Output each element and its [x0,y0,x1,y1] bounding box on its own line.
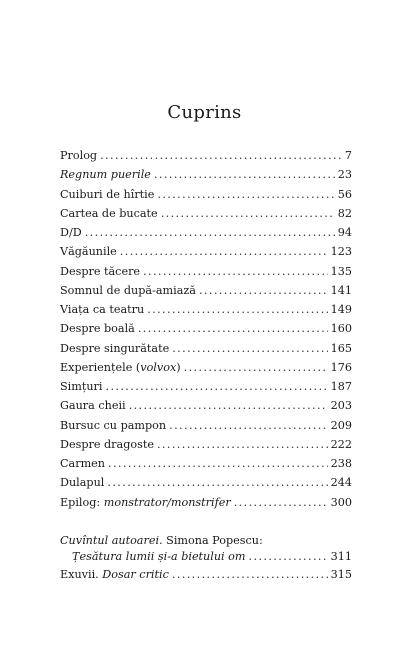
dot-leader [172,339,327,358]
toc-page-number: 56 [337,187,352,201]
toc-entry-title: Despre boală [60,322,135,336]
toc-entry-title-part: Simona Popescu: [162,533,263,547]
toc-page-number: 123 [330,245,352,259]
toc-entry-title-part: Experiențele ( [60,360,141,374]
toc-page-number: 238 [330,457,352,470]
toc-entry-somnul [60,281,352,300]
toc-page-number: 187 [330,380,352,393]
toc-entry-title-italic: Dosar critic [102,567,169,581]
table-of-contents [60,146,352,584]
dot-leader [234,493,328,512]
toc-entry-despre-boala [60,319,352,338]
toc-page-number: 209 [330,418,352,432]
dot-leader [120,242,328,261]
toc-entry-title: Dulapul [60,476,105,490]
toc-entry-epilog [60,493,352,512]
dot-leader [85,223,335,242]
section-gap [60,512,352,533]
toc-entry-title: D/D [60,226,82,239]
toc-entry-exuvii [60,565,352,584]
toc-entry-dd [60,223,352,242]
toc-entry-title-part: Epilog: [60,495,104,509]
dot-leader [157,435,328,454]
dot-leader [100,146,342,165]
dot-leader [154,165,335,184]
toc-page-number: 82 [337,206,352,220]
toc-entry-title-part: ) [176,360,181,374]
dot-leader [138,319,328,338]
toc-entry-title-line1 [60,533,352,548]
toc-entry-prolog [60,146,352,165]
dot-leader [107,473,327,492]
toc-page-number: 315 [330,567,352,581]
toc-entry-carmen [60,454,352,473]
dot-leader [172,565,328,584]
toc-entry-despre-singuratate [60,339,352,358]
toc-page-number: 160 [330,322,352,336]
toc-entry-title [60,565,169,584]
toc-entry-cuiburi [60,185,352,204]
toc-entry-title-line2 [60,548,352,565]
toc-entry-afterword [60,533,352,565]
dot-leader [161,204,335,223]
dot-leader [249,548,328,565]
toc-entry-title-italic: volvox [140,360,177,374]
toc-entry-title: Simțuri [60,380,103,393]
toc-page-number: 176 [330,360,352,374]
toc-entry-title: Regnum puerile [60,168,151,182]
toc-entry-vagaunile [60,242,352,261]
toc-entry-title: Viața ca teatru [60,303,145,316]
toc-entry-title: Cartea de bucate [60,206,158,220]
dot-leader [108,454,328,473]
dot-leader [147,300,327,319]
toc-entry-title: Gaura cheii [60,399,126,413]
toc-page-number: 311 [330,549,352,563]
toc-entry-despre-tacere [60,262,352,281]
toc-entry-title: Cuiburi de hîrtie [60,187,155,201]
toc-page-number: 203 [330,399,352,413]
toc-entry-title-italic: Cuvîntul autoarei. [60,533,163,547]
toc-entry-title: Văgăunile [60,245,117,259]
toc-entry-despre-dragoste [60,435,352,454]
toc-entry-experientele [60,358,352,377]
toc-entry-title-part: Exuvii. [60,567,103,581]
toc-entry-viata-ca-teatru [60,300,352,319]
toc-entry-dulapul [60,473,352,492]
toc-page-number: 7 [344,149,352,162]
toc-page-number: 222 [330,437,352,451]
dot-leader [157,185,334,204]
toc-entry-title [60,358,181,377]
toc-entry-regnum-puerile [60,165,352,184]
toc-entry-title: Despre dragoste [60,437,154,451]
dot-leader [184,358,328,377]
toc-entry-title [60,493,231,512]
page-title: Cuprins [167,102,242,123]
toc-entry-title: Prolog [60,149,98,162]
toc-entry-gaura-cheii [60,396,352,415]
toc-page-number: 165 [330,341,352,355]
dot-leader [169,416,328,435]
toc-entry-title: Despre tăcere [60,264,141,278]
toc-entry-cartea-de-bucate [60,204,352,223]
dot-leader [199,281,328,300]
toc-entry-title: Carmen [60,457,106,470]
toc-entry-title-italic: monstrator/monstrifer [103,495,231,509]
toc-entry-title: Despre singurătate [60,341,170,355]
toc-page-number: 23 [337,168,352,182]
toc-page-number: 244 [330,476,352,490]
dot-leader [105,377,327,396]
toc-entry-title: Țesătura lumii și-a bietului om [72,549,246,563]
toc-page-number: 300 [330,495,352,509]
toc-entry-title: Somnul de după-amiază [60,283,196,297]
dot-leader [143,262,328,281]
toc-entry-simturi [60,377,352,396]
dot-leader [129,396,328,415]
toc-entry-title: Bursuc cu pampon [60,418,167,432]
toc-page-number: 135 [330,264,352,278]
toc-entry-bursuc [60,416,352,435]
toc-page-number: 149 [330,303,352,316]
toc-page-number: 94 [337,226,352,239]
toc-page-number: 141 [330,283,352,297]
